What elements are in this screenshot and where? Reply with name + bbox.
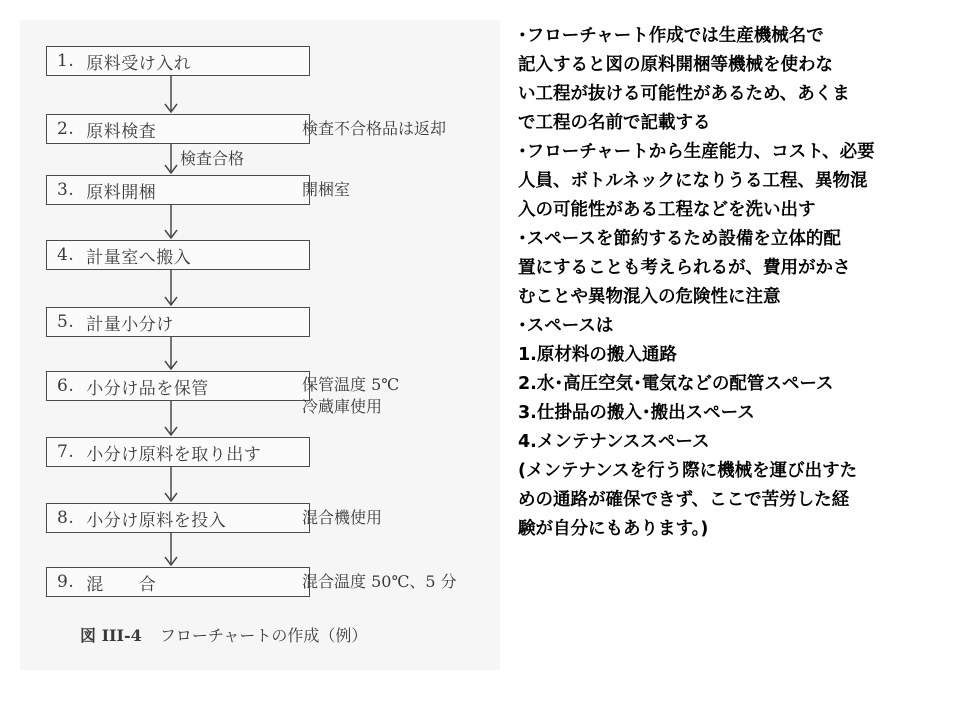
step-6-note: 保管温度 5℃ [302,375,400,394]
step-4-number: 4. [57,245,75,265]
edge-label-pass: 検査合格 [180,149,245,168]
step-4-box [46,240,310,270]
step-4-label: 計量室へ搬入 [86,247,192,268]
step-1-box [46,46,310,76]
arrow-3-4 [160,205,182,240]
step-8-number: 8. [57,508,75,528]
arrow-7-8 [160,467,182,503]
figure-caption-text: フローチャートの作成（例） [159,626,368,645]
step-1-number: 1. [57,51,75,71]
notes-line: 験が自分にもあります。) [518,519,709,539]
figure-number: 図 III-4 [80,626,142,645]
notes-line: (メンテナンスを行う際に機械を運び出すた [518,461,858,481]
step-3-note: 開梱室 [302,180,351,199]
step-5-label: 計量小分け [86,314,174,335]
notes-line: ･スペースを節約するため設備を立体的配 [518,229,841,249]
arrow-8-9 [160,533,182,567]
step-6-number: 6. [57,376,75,396]
notes-line: 2.水･高圧空気･電気などの配管スペース [518,374,834,394]
notes-line: 3.仕掛品の搬入･搬出スペース [518,403,755,423]
notes-line: 置にすることも考えられるが、費用がかさ [518,258,851,278]
notes-panel [518,22,958,544]
notes-line: むことや異物混入の危険性に注意 [518,287,781,307]
flowchart-figure [20,20,500,670]
arrow-6-7 [160,401,182,437]
step-8-label: 小分け原料を投入 [86,510,227,531]
step-5-box [46,307,310,337]
notes-line: ･スペースは [518,316,614,336]
step-3-label: 原料開梱 [86,182,157,203]
step-3-number: 3. [57,180,75,200]
step-9-label: 混 合 [86,574,157,595]
notes-line: めの通路が確保できず、ここで苦労した経 [518,490,850,510]
step-1-label: 原料受け入れ [86,53,192,74]
step-7-box [46,437,310,467]
step-6-label: 小分け品を保管 [86,378,209,399]
notes-line: 4.メンテナンススペース [518,432,710,452]
notes-line: ･フローチャートから生産能力、コスト、必要 [518,142,875,162]
step-9-box [46,567,310,597]
step-9-note: 混合温度 50℃、5 分 [302,572,457,591]
notes-line: 人員、ボトルネックになりうる工程、異物混 [518,171,868,191]
step-7-label: 小分け原料を取り出す [86,444,262,465]
arrow-4-5 [160,270,182,307]
step-6-note-2: 冷蔵庫使用 [302,397,383,416]
step-2-box [46,114,310,144]
arrow-5-6 [160,337,182,371]
notes-line: で工程の名前で記載する [518,113,711,133]
notes-line: い工程が抜ける可能性があるため、あくま [518,84,850,104]
notes-line: 記入すると図の原料開梱等機械を使わな [518,55,833,75]
step-6-box [46,371,310,401]
step-3-box [46,175,310,205]
step-2-number: 2. [57,119,75,139]
arrow-1-2 [160,76,182,114]
step-7-number: 7. [57,442,75,462]
step-2-label: 原料検査 [86,121,157,142]
step-2-note: 検査不合格品は返却 [302,119,447,138]
step-9-number: 9. [57,572,75,592]
notes-line: 1.原材料の搬入通路 [518,345,677,365]
step-5-number: 5. [57,312,75,332]
figure-caption [80,623,367,646]
step-8-box [46,503,310,533]
notes-line: ･フローチャート作成では生産機械名で [518,26,824,46]
arrow-2-3 [160,144,182,175]
step-8-note: 混合機使用 [302,508,383,527]
notes-line: 入の可能性がある工程などを洗い出す [518,200,816,220]
